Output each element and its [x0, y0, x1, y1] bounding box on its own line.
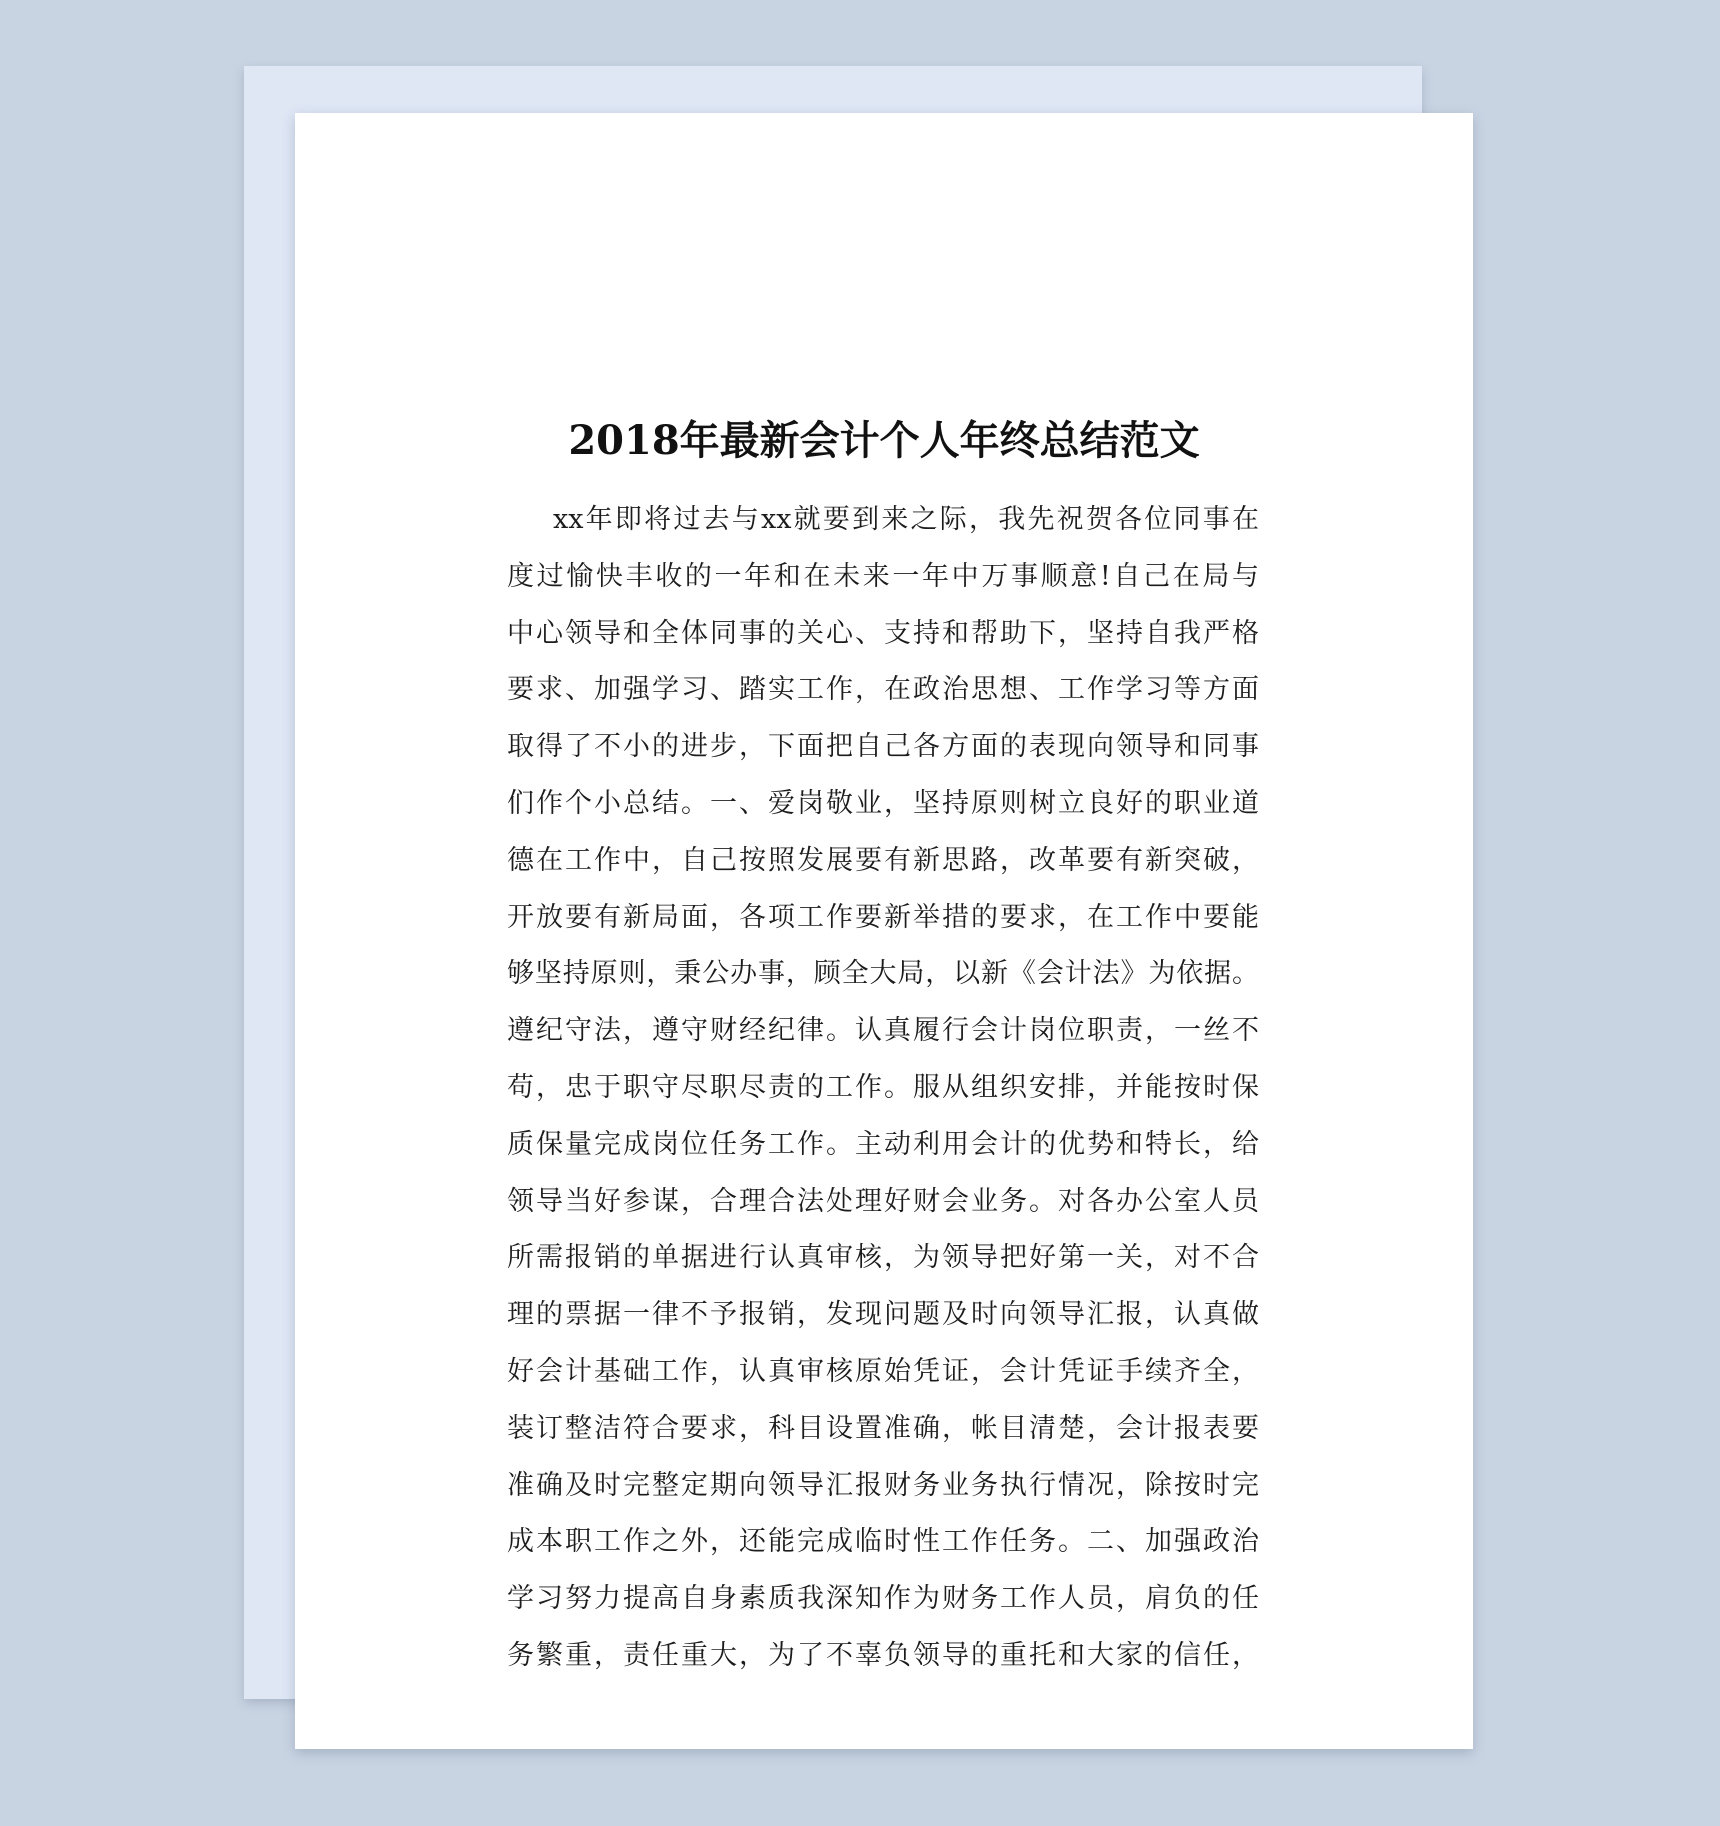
body-line: 成本职工作之外，还能完成临时性工作任务。二、加强政治	[507, 1526, 1259, 1558]
body-line: 装订整洁符合要求，科目设置准确，帐目清楚，会计报表要	[507, 1412, 1259, 1444]
body-line: 中心领导和全体同事的关心、支持和帮助下，坚持自我严格	[507, 617, 1259, 649]
body-line: 务繁重，责任重大，为了不辜负领导的重托和大家的信任，	[507, 1639, 1259, 1671]
body-line: 开放要有新局面，各项工作要新举措的要求，在工作中要能	[507, 901, 1259, 933]
body-line: 好会计基础工作，认真审核原始凭证，会计凭证手续齐全，	[507, 1355, 1259, 1387]
body-line: 苟，忠于职守尽职尽责的工作。服从组织安排，并能按时保	[507, 1071, 1259, 1103]
document-page	[295, 113, 1473, 1749]
body-line: 质保量完成岗位任务工作。主动利用会计的优势和特长，给	[507, 1128, 1259, 1160]
body-line: 遵纪守法，遵守财经纪律。认真履行会计岗位职责，一丝不	[507, 1015, 1259, 1047]
body-line: 学习努力提高自身素质我深知作为财务工作人员，肩负的任	[507, 1583, 1259, 1615]
document-title: 2018年最新会计个人年终总结范文	[568, 417, 1200, 464]
body-line: 理的票据一律不予报销，发现问题及时向领导汇报，认真做	[507, 1299, 1259, 1331]
body-line: 所需报销的单据进行认真审核，为领导把好第一关，对不合	[507, 1242, 1259, 1274]
body-line: 准确及时完整定期向领导汇报财务业务执行情况，除按时完	[507, 1469, 1259, 1501]
body-line: 度过愉快丰收的一年和在未来一年中万事顺意!自己在局与	[507, 560, 1259, 592]
body-line: 要求、加强学习、踏实工作，在政治思想、工作学习等方面	[507, 674, 1259, 706]
body-line: xx年即将过去与xx就要到来之际，我先祝贺各位同事在	[553, 504, 1259, 535]
body-line: 够坚持原则，秉公办事，顾全大局，以新《会计法》为依据。	[507, 958, 1259, 990]
body-line: 领导当好参谋，合理合法处理好财会业务。对各办公室人员	[507, 1185, 1259, 1217]
body-line: 取得了不小的进步，下面把自己各方面的表现向领导和同事	[507, 731, 1259, 763]
document-body	[507, 492, 1259, 1685]
body-line: 德在工作中，自己按照发展要有新思路，改革要有新突破，	[507, 844, 1259, 876]
body-line: 们作个小总结。一、爱岗敬业，坚持原则树立良好的职业道	[507, 787, 1259, 819]
